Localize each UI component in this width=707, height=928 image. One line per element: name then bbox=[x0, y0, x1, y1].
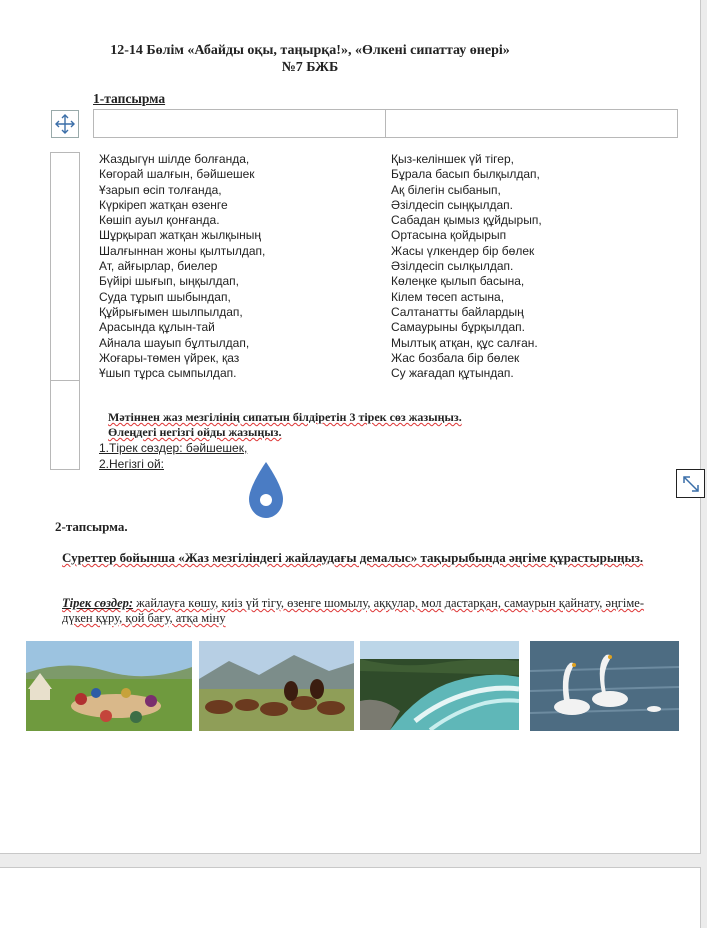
table-move-handle[interactable] bbox=[51, 110, 79, 138]
answer-line-1[interactable]: 1.Тірек сөздер: бәйшешек, bbox=[99, 441, 248, 455]
poem-line-right: Қыз-келіншек үй тігер, bbox=[391, 152, 514, 166]
poem-line-left: Жоғары-төмен үйрек, қаз bbox=[99, 350, 240, 365]
poem-line-left: Ұшып тұрса сымпылдап. bbox=[99, 366, 237, 381]
poem-line-left: Шалғыннан жоны қылтылдап, bbox=[99, 243, 266, 258]
poem-line-right: Самаурыны бұрқылдап. bbox=[391, 320, 525, 335]
poem-left-column bbox=[99, 152, 265, 381]
poem-line-left: Айнала шауып бұлтылдап, bbox=[99, 335, 250, 350]
poem-line-left: Көшіп ауыл қонғанда. bbox=[99, 213, 220, 228]
poem-line-right: Ортасына қойдырып bbox=[391, 228, 507, 243]
poem-line-left: Арасында құлын-тай bbox=[99, 320, 215, 335]
task2-label: 2-тапсырма. bbox=[55, 519, 128, 534]
poem-line-right: Әзілдесіп сылқылдап. bbox=[391, 259, 514, 274]
poem-line-left: Бүйірі шығып, ыңқылдап, bbox=[99, 274, 239, 289]
poem-line-right: Жас бозбала бір бөлек bbox=[391, 350, 520, 365]
poem-line-right: Салтанатты байлардың bbox=[391, 304, 524, 319]
task1-instruction-2: Өлеңдегі негізгі ойды жазыңыз. bbox=[108, 425, 282, 439]
poem-line-left: Суда тұрып шыбындап, bbox=[99, 289, 231, 304]
poem-line-left: Ат, айғырлар, биелер bbox=[99, 259, 218, 274]
cursor-drop-handle[interactable] bbox=[246, 460, 286, 525]
move-arrows-icon bbox=[54, 113, 76, 135]
support-words-label: Тірек сөздер: bbox=[62, 596, 134, 610]
task1-instruction-1: Мәтіннен жаз мезгілінің сипатын білдіретін 3 тірек сөз жазыңыз. bbox=[108, 410, 462, 424]
photo-horses[interactable] bbox=[199, 641, 354, 731]
poem-line-left: Көгорай шалғын, бәйшешек bbox=[99, 167, 255, 182]
poem-line-right: Ақ білегін сыбанып, bbox=[391, 182, 501, 197]
document-title: 12-14 Бөлім «Абайды оқы, таңырқа!», «Өлкені сипаттау өнері» bbox=[110, 43, 510, 58]
water-drop-icon bbox=[246, 460, 286, 520]
poem-line-right: Көлеңке қылып басына, bbox=[391, 274, 525, 289]
poem-line-left: Шұрқырап жатқан жылқының bbox=[99, 228, 261, 243]
poem-line-right: Сабадан қымыз құйдырып, bbox=[391, 213, 542, 228]
resize-handle[interactable] bbox=[676, 469, 705, 498]
resize-arrows-icon bbox=[681, 474, 701, 494]
task2-instruction: Суреттер бойынша «Жаз мезгіліндегі жайлаудағы демалыс» тақырыбында әңгіме құрастырыңыз. bbox=[62, 550, 644, 565]
poem-line-right: Әзілдесіп сыңқылдап. bbox=[391, 197, 514, 212]
poem-line-right: Бұрала басып былқылдап, bbox=[391, 167, 540, 182]
support-words bbox=[62, 596, 662, 626]
photo-river[interactable] bbox=[360, 641, 519, 730]
answer-line-2[interactable]: 2.Негізгі ой: bbox=[99, 457, 164, 471]
table-left-cell-2[interactable] bbox=[50, 380, 80, 470]
poem-line-left: Ұзарып өсіп толғанда, bbox=[99, 182, 222, 197]
next-page bbox=[0, 867, 701, 928]
table-header-cell-1[interactable] bbox=[93, 109, 386, 138]
poem-line-left: Құйрығымен шылпылдап, bbox=[99, 304, 243, 319]
task1-label: 1-тапсырма bbox=[93, 91, 166, 106]
document-subtitle: №7 БЖБ bbox=[281, 60, 339, 75]
poem-line-left: Күркіреп жатқан өзенге bbox=[99, 197, 228, 212]
poem-line-left: Жаздыгүн шілде болғанда, bbox=[99, 152, 250, 166]
photo-yurt-picnic[interactable] bbox=[26, 641, 192, 731]
poem-right-column bbox=[391, 152, 542, 381]
poem-line-right: Кілем төсеп астына, bbox=[391, 289, 505, 304]
poem-line-right: Мылтық атқан, құс салған. bbox=[391, 335, 538, 350]
photo-swans[interactable] bbox=[530, 641, 679, 731]
poem-line-right: Жасы үлкендер бір бөлек bbox=[391, 243, 535, 258]
support-words-list: жайлауға көшу, киіз үй тігу, өзенге шомылу, аққулар, мол дастарқан, самаурын қайнату, әңгіме-дүкен құру, қой бағу, атқа міну bbox=[62, 596, 645, 625]
table-header-cell-2[interactable] bbox=[385, 109, 678, 138]
poem-line-right: Су жағадап құтындап. bbox=[391, 366, 514, 381]
table-left-cell-1[interactable] bbox=[50, 152, 80, 381]
